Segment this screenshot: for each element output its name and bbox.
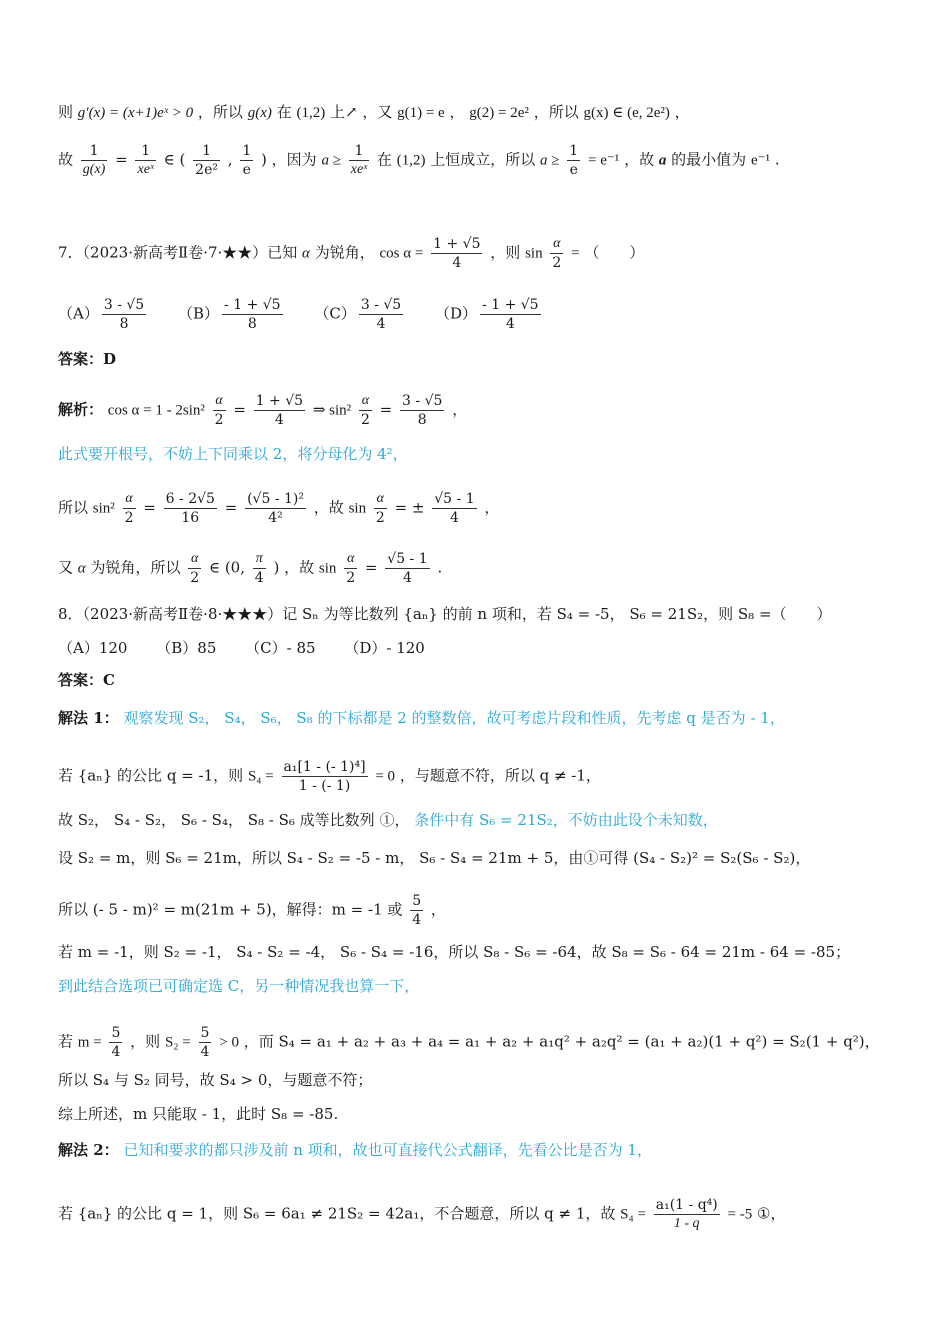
fraction [654, 1196, 720, 1233]
math: S₄ = [620, 1206, 646, 1223]
text: 则 [58, 103, 74, 121]
math: sin [348, 500, 367, 517]
denominator: xeˣ [350, 162, 368, 177]
q8-method1-line2 [58, 758, 601, 795]
p6-line1 [58, 102, 690, 123]
numerator: α [188, 550, 201, 569]
numerator: 5 [200, 1025, 210, 1041]
hint-text: 已知和要求的都只涉及前 n 项和，故也可直接代公式翻译，先看公比是否为 1， [123, 1141, 652, 1159]
text: 为锐角，所以 [90, 558, 181, 577]
q8-method1-line6: 若 m = -1，则 S₂ = -1， S₄ - S₂ = -4， S₆ - S₄ = -16，所以 S₈ - S₆ = -64，故 S₈ = S₆ - 64 = 21m - 64 = -85； [58, 943, 851, 961]
fraction [282, 758, 368, 795]
q8-method1-line5 [58, 892, 446, 929]
denominator: xeˣ [137, 162, 154, 177]
hint-text: 条件中有 S₆ = 21S₂，不妨由此设个未知数， [414, 811, 718, 829]
numerator: √5 - 1 [387, 551, 428, 567]
fraction [550, 235, 563, 272]
text: 故 S₂， S₄ - S₂， S₆ - S₄， S₈ - S₆ 成等比数列 ①， [58, 811, 410, 829]
text: ，则 [130, 1032, 161, 1051]
text: ①， [757, 1204, 786, 1223]
numerator: 1 [349, 142, 369, 161]
numerator: - 1 + √5 [482, 297, 539, 313]
denominator: 2 [375, 510, 385, 526]
text: （ ） [584, 243, 645, 262]
text: 上↗ ，又 [329, 103, 393, 121]
text: 在 [276, 103, 292, 121]
text: ，因为 [271, 150, 317, 169]
fraction [164, 490, 217, 527]
numerator: 6 - 2√5 [165, 491, 215, 507]
math: m = [77, 1034, 102, 1051]
q7-options [58, 296, 568, 333]
q7-stem [58, 235, 644, 272]
analysis-label: 解析： [58, 400, 104, 419]
denominator: 1 - (- 1) [298, 778, 351, 794]
option-b[interactable] [178, 296, 286, 333]
q8-method1-line7: 到此结合选项已可确定选 C，另一种情况我也算一下， [58, 977, 420, 995]
option-d[interactable]: （D）- 120 [344, 639, 425, 657]
question-number: 7．（2023·新高考Ⅱ卷·7·★★）已知 [58, 243, 298, 262]
math: cos α = 1 - 2sin² [107, 402, 205, 419]
math: α [77, 560, 86, 577]
q8-method1-line9: 所以 S₄ 与 S₂ 同号，故 S₄ > 0，与题意不符； [58, 1071, 373, 1089]
numerator: √5 - 1 [434, 491, 475, 507]
numerator: α [213, 392, 226, 411]
math: > 0 [219, 1034, 239, 1051]
denominator: 2 [346, 570, 356, 586]
math: g(1) = e [397, 105, 445, 121]
text: 为锐角， [314, 243, 375, 262]
math: = [233, 400, 246, 419]
numerator: 1 [81, 142, 108, 161]
math: cos α = [379, 245, 424, 262]
text: ，所以 [533, 103, 579, 121]
fraction [109, 1024, 122, 1061]
math: e⁻¹ [750, 152, 771, 169]
denominator: e [569, 162, 578, 178]
denominator: 8 [119, 316, 129, 332]
text: 若 {aₙ} 的公比 q = -1，则 [58, 766, 244, 785]
math: a ≥ [321, 152, 341, 169]
denominator: 4 [505, 316, 515, 332]
text: ，与题意不符，所以 q ≠ -1， [399, 766, 601, 785]
math: (1,2) [296, 105, 326, 121]
fraction [81, 142, 108, 179]
numerator: α [359, 392, 372, 411]
option-label: （C） [314, 304, 356, 323]
numerator: 1 + √5 [255, 393, 304, 409]
math: = [115, 150, 128, 169]
numerator: 3 - √5 [103, 297, 145, 313]
numerator: 5 [111, 1025, 121, 1041]
denominator: 4 [449, 510, 459, 526]
fraction [188, 550, 201, 587]
text: ， [449, 103, 465, 121]
option-label: （A） [58, 304, 99, 323]
p6-line2 [58, 142, 780, 179]
q8-method1-line3 [58, 810, 718, 830]
numerator: α [344, 550, 357, 569]
q8-stem: 8．（2023·新高考Ⅱ卷·8·★★★）记 Sₙ 为等比数列 {aₙ} 的前 n 项和，若 S₄ = -5， S₆ = 21S₂，则 S₈ =（ ） [58, 605, 832, 623]
math: sin [318, 560, 337, 577]
denominator: 2 [214, 412, 224, 428]
text: ， [452, 400, 468, 419]
numerator: α [550, 235, 563, 254]
fraction [431, 235, 482, 272]
fraction [245, 490, 306, 527]
math: ) [261, 150, 267, 169]
text: . [774, 150, 780, 169]
numerator: 1 [193, 142, 220, 161]
numerator: 3 - √5 [360, 297, 402, 313]
fraction [254, 392, 305, 429]
denominator: 2 [124, 510, 134, 526]
math: g(2) = 2e² [469, 105, 529, 121]
denominator: 4 [452, 255, 462, 271]
denominator: 8 [247, 316, 257, 332]
text: ， [674, 103, 690, 121]
numerator: 3 - √5 [402, 393, 443, 409]
q8-method1-line1 [58, 708, 785, 728]
fraction [344, 550, 357, 587]
denominator: 2 [552, 255, 562, 271]
numerator: (√5 - 1)² [247, 491, 304, 507]
denominator: 4 [376, 316, 386, 332]
text: 所以 (- 5 - m)² = m(21m + 5)，解得：m = -1 或 [58, 900, 403, 919]
text: ， [484, 498, 500, 517]
q8-method2-line2 [58, 1196, 785, 1233]
denominator: 4 [200, 1044, 210, 1060]
option-b[interactable]: （B）85 [156, 639, 217, 657]
math: S₄ = [247, 768, 274, 785]
q7-analysis-3 [58, 490, 499, 527]
option-c[interactable]: （C）- 85 [245, 639, 316, 657]
fraction [199, 1024, 212, 1061]
fraction [135, 142, 155, 179]
q7-hint: 此式要开根号，不妨上下同乘以 2，将分母化为 4²， [58, 445, 408, 463]
text: 若 [58, 1032, 74, 1051]
fraction [102, 296, 146, 333]
method-label: 解法 2： [58, 1141, 119, 1159]
denominator: 8 [417, 412, 427, 428]
math: = -5 [727, 1206, 753, 1223]
numerator: α [123, 490, 136, 509]
math: sin [525, 245, 543, 262]
denominator: 1 - q [673, 1216, 700, 1231]
math: ⇒ sin² [312, 402, 352, 419]
math: a [658, 152, 667, 169]
denominator: 2e² [195, 162, 218, 178]
option-label: （D） [435, 304, 478, 323]
fraction [567, 142, 580, 179]
denominator: 16 [181, 510, 200, 526]
fraction [432, 490, 476, 527]
math: = [379, 400, 393, 419]
math: α [302, 245, 310, 262]
q7-analysis-4 [58, 550, 442, 587]
denominator: g(x) [82, 162, 106, 177]
math: = [364, 558, 378, 577]
text: 上恒成立，所以 [430, 150, 536, 169]
math: a ≥ [540, 152, 560, 169]
q8-method1-line10: 综上所述，m 只能取 - 1，此时 S₈ = -85. [58, 1105, 339, 1123]
math: g′(x) = (x+1)eˣ > 0 [77, 105, 194, 121]
numerator: 1 [569, 143, 579, 159]
math: ) [273, 558, 280, 577]
fraction [193, 142, 220, 179]
fraction [359, 392, 372, 429]
fraction [410, 892, 423, 929]
text: ，故 [284, 558, 315, 577]
numerator: α [374, 490, 387, 509]
option-a[interactable] [58, 296, 149, 333]
fraction [349, 142, 369, 179]
option-a[interactable]: （A）120 [58, 639, 128, 657]
text: 又 [58, 558, 74, 577]
q7-answer: 答案：D [58, 350, 117, 368]
math: g(x) [247, 105, 272, 121]
denominator: 4 [403, 570, 412, 586]
denominator: 2 [190, 570, 200, 586]
text: ，而 S₄ = a₁ + a₂ + a₃ + a₄ = a₁ + a₂ + a₁q² + a₂q² = (a₁ + a₂)(1 + q²) = S₂(1 + q²)， [243, 1032, 880, 1051]
denominator: 4² [268, 510, 283, 526]
text: ，则 [490, 243, 521, 262]
numerator: 1 [135, 142, 155, 161]
option-d[interactable] [435, 296, 544, 333]
q8-method1-line4: 设 S₂ = m，则 S₆ = 21m，所以 S₄ - S₂ = -5 - m， S₆ - S₄ = 21m + 5，由①可得 (S₄ - S₂)² = S₂(S₆ - S₂)， [58, 849, 811, 867]
math: , [227, 150, 233, 169]
math: = e⁻¹ [588, 152, 620, 169]
denominator: 4 [412, 912, 422, 928]
math: = [143, 498, 156, 517]
q8-options [58, 638, 449, 658]
denominator: 4 [274, 412, 284, 428]
fraction [374, 490, 387, 527]
text: 的最小值为 [671, 150, 747, 169]
fraction [253, 550, 266, 587]
math: (1,2) [396, 152, 426, 169]
math: ∈ ( [163, 150, 186, 169]
text: ，故 [624, 150, 655, 169]
numerator: π [253, 550, 266, 569]
fraction [123, 490, 136, 527]
q8-method2-line1 [58, 1140, 652, 1160]
hint-text: 观察发现 S₂， S₄， S₆， S₈ 的下标都是 2 的整数倍，故可考虑片段和性质，先考虑 q 是否为 - 1， [123, 709, 785, 727]
numerator: a₁(1 - q⁴) [655, 1197, 718, 1213]
numerator: - 1 + √5 [224, 297, 281, 313]
numerator: a₁[1 - (- 1)⁴] [283, 759, 366, 775]
text: . [437, 558, 443, 577]
numerator: 1 + √5 [433, 236, 481, 252]
option-label: （B） [178, 304, 220, 323]
numerator: 1 [242, 143, 252, 159]
math: = [224, 498, 238, 517]
q8-method1-line8 [58, 1024, 880, 1061]
math: sin² [92, 500, 115, 517]
text: 在 [376, 150, 392, 169]
text: ， [430, 900, 446, 919]
denominator: e [242, 162, 251, 178]
math: g(x) ∈ (e, 2e²) [583, 105, 670, 121]
numerator: 5 [412, 893, 422, 909]
fraction [213, 392, 226, 429]
q8-answer: 答案：C [58, 671, 115, 689]
math: ∈ (0, [208, 558, 245, 577]
option-c[interactable] [314, 296, 406, 333]
fraction [480, 296, 541, 333]
fraction [385, 550, 429, 587]
fraction [222, 296, 283, 333]
math: = 0 [375, 768, 396, 785]
denominator: 4 [111, 1044, 121, 1060]
text: 故 [58, 150, 74, 169]
math: = [571, 245, 580, 262]
denominator: 2 [360, 412, 370, 428]
denominator: 4 [254, 570, 264, 586]
q7-analysis-1 [58, 392, 467, 429]
math: = ± [394, 498, 425, 517]
text: ，故 [313, 498, 344, 517]
fraction [240, 142, 253, 179]
text: ，所以 [197, 103, 243, 121]
math: S₂ = [164, 1034, 191, 1051]
fraction [359, 296, 403, 333]
text: 所以 [58, 498, 89, 517]
method-label: 解法 1： [58, 709, 119, 727]
fraction [400, 392, 444, 429]
text: 若 {aₙ} 的公比 q = 1，则 S₆ = 6a₁ ≠ 21S₂ = 42a₁，不合题意，所以 q ≠ 1，故 [58, 1204, 616, 1223]
